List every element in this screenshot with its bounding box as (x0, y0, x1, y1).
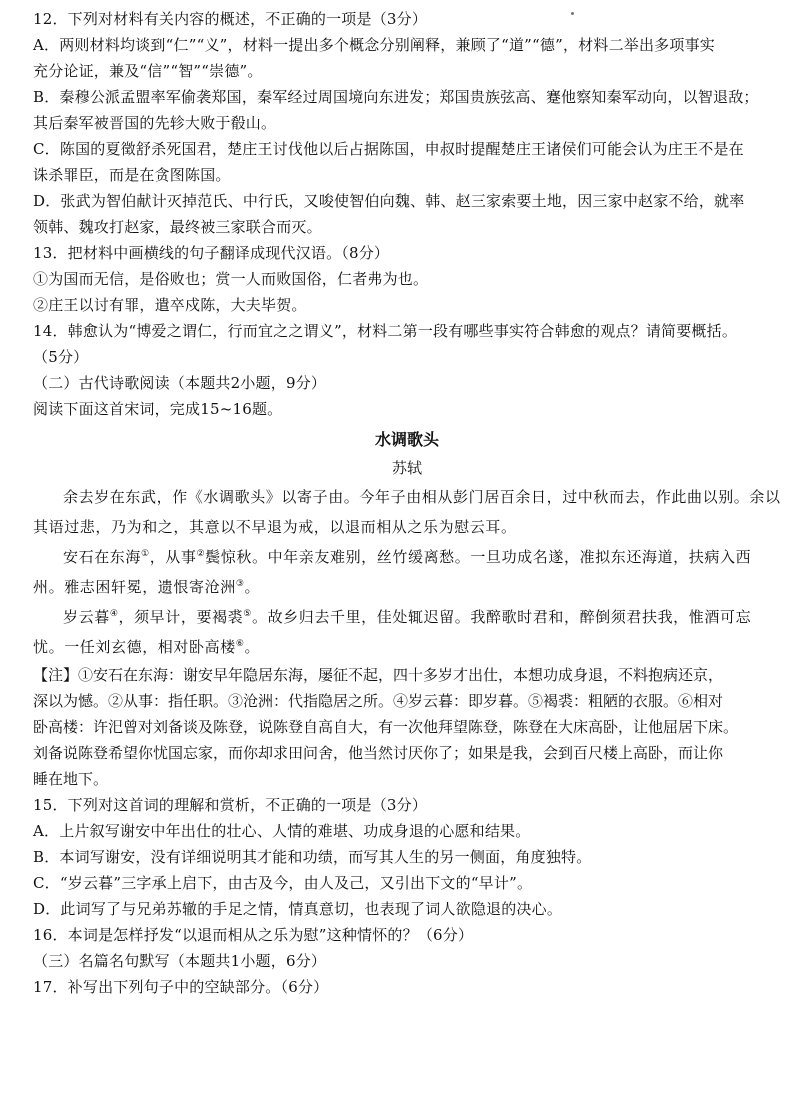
note-line-1: 【注】①安石在东海：谢安早年隐居东海，屡征不起，四十多岁才出仕，本想功成身退，不料抱病还京， (33, 666, 724, 684)
poem-stanza-2 (33, 602, 781, 662)
question-13-stem: 13．把材料中画横线的句子翻译成现代汉语。（8分） (33, 244, 390, 262)
poem (33, 426, 781, 662)
option-c: C．“岁云暮”三字承上启下，由古及今，由人及己，又引出下文的“早计”。 (33, 874, 533, 892)
option-d-line-2: 领韩、魏攻打赵家，最终被三家联合而灭。 (33, 218, 322, 236)
question-12-stem: 12．下列对材料有关内容的概述，不正确的一项是（3分） (33, 10, 428, 28)
question-13 (33, 240, 781, 318)
question-15 (33, 792, 781, 922)
poem-notes (33, 662, 781, 792)
translation-sentence-1: ①为国而无信，是俗败也；赏一人而败国俗，仁者弗为也。 (33, 270, 429, 288)
page-content (33, 6, 781, 1000)
poem-text: 。 (244, 578, 261, 596)
option-b-line-2: 其后秦军被晋国的先轸大败于殽山。 (33, 114, 277, 132)
poem-preface: 余去岁在东武，作《水调歌头》以寄子由。今年子由相从彭门居百余日，过中秋而去，作此曲以别。余以其语过悲，乃为和之，其意以不早退为戒，以退而相从之乐为慰云耳。 (33, 488, 781, 536)
section-2-heading: （二）古代诗歌阅读（本题共2小题，9分） (33, 374, 327, 392)
option-a-line-2: 充分论证，兼及“信”“智”“崇德”。 (33, 62, 263, 80)
footnote-marker-2: ② (196, 549, 206, 559)
poem-stanza-1 (33, 542, 781, 602)
section-3-heading: （三）名篇名句默写（本题共1小题，6分） (33, 952, 327, 970)
question-14-stem-line-1: 14．韩愈认为“博爱之谓仁，行而宜之之谓义”，材料二第一段有哪些事实符合韩愈的观点？请简要概括。 (33, 322, 738, 340)
question-16-stem: 16．本词是怎样抒发“以退而相从之乐为慰”这种情怀的？（6分） (33, 926, 474, 944)
option-a: A．上片叙写谢安中年出仕的壮心、人情的难堪、功成身退的心愿和结果。 (33, 822, 531, 840)
option-d-line-1: D．张武为智伯献计灭掉范氏、中行氏，又唆使智伯向魏、韩、赵三家索要土地，因三家中赵家不给，就率 (33, 192, 745, 210)
footnote-marker-6: ⑥ (235, 639, 245, 649)
option-d: D．此词写了与兄弟苏辙的手足之情，情真意切，也表现了词人欲隐退的决心。 (33, 900, 563, 918)
poem-title: 水调歌头 (374, 430, 439, 449)
poem-text: ，从事 (149, 548, 197, 566)
poem-text: 岁云暮 (63, 608, 110, 626)
poem-text: ，须早计，要褐裘 (118, 608, 244, 626)
poem-text: 。故乡归去千里，佳处辄迟留。我醉歌时君和，醉倒须君扶我，惟酒可忘忧。一任刘玄德，相对卧高楼 (33, 608, 752, 656)
note-line-3: 卧高楼：许汜曾对刘备谈及陈登，说陈登自高自大，有一次他拜望陈登，陈登在大床高卧，让他屈居下床。 (33, 718, 739, 736)
question-14-stem-line-2: （5分） (33, 348, 89, 366)
option-a-line-1: A．两则材料均谈到“仁”“义”，材料一提出多个概念分别阐释，兼顾了“道”“德”，材料二举出多项事实 (33, 36, 715, 54)
question-15-stem: 15．下列对这首词的理解和赏析，不正确的一项是（3分） (33, 796, 428, 814)
footnote-marker-4: ④ (109, 609, 119, 619)
note-line-5: 睡在地下。 (33, 770, 109, 788)
note-line-4: 刘备说陈登希望你忧国忘家，而你却求田问舍，他当然讨厌你了；如果是我，会到百尺楼上高卧，而让你 (33, 744, 724, 762)
option-b: B．本词写谢安，没有详细说明其才能和功绩，而写其人生的另一侧面，角度独特。 (33, 848, 592, 866)
footnote-marker-5: ⑤ (243, 609, 252, 619)
option-c-line-2: 诛杀罪臣，而是在贪图陈国。 (33, 166, 231, 184)
translation-sentence-2: ②庄王以讨有罪，遣卒戍陈，大夫毕贺。 (33, 296, 307, 314)
footnote-marker-1: ① (141, 549, 150, 559)
poem-author: 苏轼 (391, 459, 422, 477)
question-12 (33, 6, 781, 240)
poem-text: 鬓惊秋。中年亲友难别，丝竹缓离愁。一旦功成名遂，准拟东还海道，扶病入西州。雅志困轩冕，遗恨寄沧洲 (33, 548, 752, 596)
section-2-intro: 阅读下面这首宋词，完成15~16题。 (33, 400, 283, 418)
poem-text: 。 (244, 638, 261, 656)
poem-text: 安石在东海 (63, 548, 142, 566)
option-b-line-1: B．秦穆公派孟盟率军偷袭郑国，秦军经过周国境向东进发；郑国贵族弦高、蹇他察知秦军动向，以智退敌； (33, 88, 759, 106)
option-c-line-1: C．陈国的夏徵舒杀死国君，楚庄王讨伐他以后占据陈国，申叔时提醒楚庄王诸侯们可能会认为庄王不是在 (33, 140, 744, 158)
footnote-marker-3: ③ (235, 579, 245, 589)
note-line-2: 深以为憾。②从事：指任职。③沧洲：代指隐居之所。④岁云暮：即岁暮。⑤褐裘：粗陋的衣服。⑥相对 (33, 692, 724, 710)
question-17-stem: 17．补写出下列句子中的空缺部分。（6分） (33, 978, 329, 996)
question-14 (33, 318, 781, 370)
